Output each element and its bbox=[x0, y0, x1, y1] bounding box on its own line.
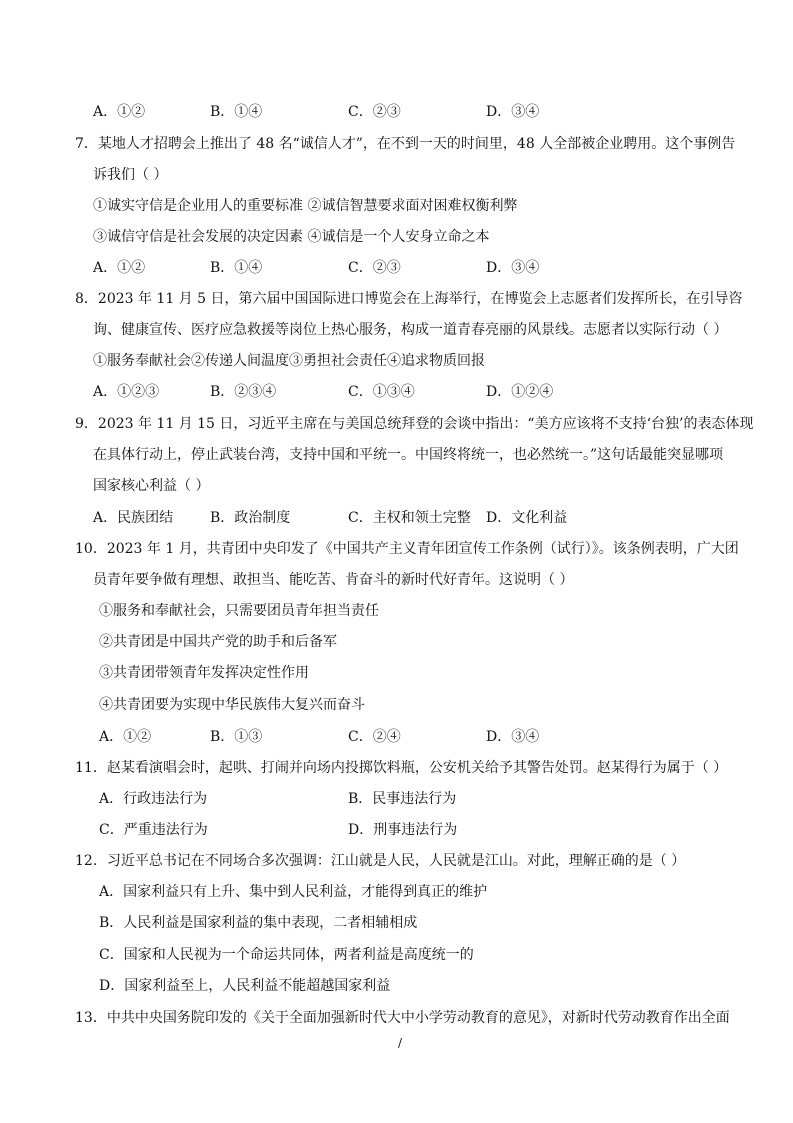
q7-option-a: A．①② bbox=[93, 260, 146, 276]
q8-stem-line-2: 询、健康宣传、医疗应急救援等岗位上热心服务，构成一道青春亮丽的风景线。志愿者以实际行动（ ） bbox=[93, 322, 728, 338]
q8-stem-line-1: 8．2023 年 11 月 5 日，第六届中国国际进口博览会在上海举行，在博览会上志愿者们发挥所长，在引导咨 bbox=[75, 291, 743, 307]
q11-option-d: D．刑事违法行为 bbox=[348, 822, 458, 838]
q10-statement-2: ②共青团是中国共产党的助手和后备军 bbox=[99, 634, 337, 650]
q9-option-d: D．文化利益 bbox=[486, 510, 568, 526]
q7-option-d: D．③④ bbox=[486, 260, 540, 276]
q6-option-c: C．②③ bbox=[348, 104, 401, 120]
q10-stem-line-1: 10．2023 年 1 月，共青团中央印发了《中国共产主义青年团宣传工作条例（试行）》。该条例表明，广大团 bbox=[75, 541, 739, 557]
q9-stem-line-1: 9．2023 年 11 月 15 日，习近平主席在与美国总统拜登的会谈中指出：“美方应该将不支持‘台独’的表态体现 bbox=[75, 416, 754, 432]
q12-option-c: C．国家和人民视为一个命运共同体，两者利益是高度统一的 bbox=[99, 947, 474, 963]
q11-option-b: B．民事违法行为 bbox=[348, 791, 457, 807]
q12-option-a: A．国家利益只有上升、集中到人民利益，才能得到真正的维护 bbox=[99, 884, 488, 900]
q8-option-b: B．②③④ bbox=[210, 384, 277, 400]
q6-option-b: B．①④ bbox=[210, 104, 263, 120]
q8-statement-1: ①服务奉献社会②传递人间温度③勇担社会责任④追求物质回报 bbox=[93, 353, 485, 369]
q10-statement-3: ③共青团带领青年发挥决定性作用 bbox=[99, 665, 309, 681]
q12-option-d: D．国家利益至上，人民利益不能超越国家利益 bbox=[99, 978, 391, 994]
q8-option-d: D．①②④ bbox=[486, 384, 554, 400]
q10-option-b: B．①③ bbox=[210, 729, 263, 745]
q11-option-a: A．行政违法行为 bbox=[99, 791, 208, 807]
q8-option-c: C．①③④ bbox=[348, 384, 415, 400]
q9-stem-line-2: 在具体行动上，停止武装台湾，支持中国和平统一。中国终将统一，也必然统一。”这句话最能突显哪项 bbox=[93, 447, 724, 463]
q10-statement-4: ④共青团要为实现中华民族伟大复兴而奋斗 bbox=[99, 697, 365, 713]
q6-option-d: D．③④ bbox=[486, 104, 540, 120]
q10-statement-1: ①服务和奉献社会，只需要团员青年担当责任 bbox=[99, 603, 379, 619]
q7-statement-2: ③诚信守信是社会发展的决定因素 ④诚信是一个人安身立命之本 bbox=[93, 229, 490, 245]
q9-option-a: A．民族团结 bbox=[93, 510, 174, 526]
q7-stem-line-1: 7．某地人才招聘会上推出了 48 名“诚信人才”，在不到一天的时间里，48 人全部被企业聘用。这个事例告 bbox=[75, 136, 736, 152]
q10-stem-line-2: 员青年要争做有理想、敢担当、能吃苦、肯奋斗的新时代好青年。这说明（ ） bbox=[93, 572, 574, 588]
q13-stem-line-1: 13．中共中央国务院印发的《关于全面加强新时代大中小学劳动教育的意见》，对新时代劳动教育作出全面 bbox=[75, 1010, 730, 1026]
page-number: / bbox=[398, 1036, 403, 1050]
q12-stem-line-1: 12．习近平总书记在不同场合多次强调：江山就是人民，人民就是江山。对此，理解正确的是（ ） bbox=[75, 853, 686, 869]
q9-option-c: C．主权和领土完整 bbox=[348, 510, 471, 526]
q10-option-c: C．②④ bbox=[348, 729, 401, 745]
q11-option-c: C．严重违法行为 bbox=[99, 822, 208, 838]
q10-option-a: A．①② bbox=[99, 729, 152, 745]
q12-option-b: B．人民利益是国家利益的集中表现，二者相辅相成 bbox=[99, 915, 418, 931]
q8-option-a: A．①②③ bbox=[93, 384, 160, 400]
q9-stem-line-3: 国家核心利益（ ） bbox=[93, 478, 210, 494]
q10-option-d: D．③④ bbox=[486, 729, 540, 745]
q6-option-a: A．①② bbox=[93, 104, 146, 120]
q7-stem-line-2: 诉我们（ ） bbox=[93, 167, 168, 183]
q7-statement-1: ①诚实守信是企业用人的重要标准 ②诚信智慧要求面对困难权衡利弊 bbox=[93, 198, 518, 214]
q7-option-b: B．①④ bbox=[210, 260, 263, 276]
q7-option-c: C．②③ bbox=[348, 260, 401, 276]
q9-option-b: B．政治制度 bbox=[210, 510, 291, 526]
q11-stem-line-1: 11．赵某看演唱会时，起哄、打闹并向场内投掷饮料瓶，公安机关给予其警告处罚。赵某得行为属于（ ） bbox=[75, 760, 728, 776]
